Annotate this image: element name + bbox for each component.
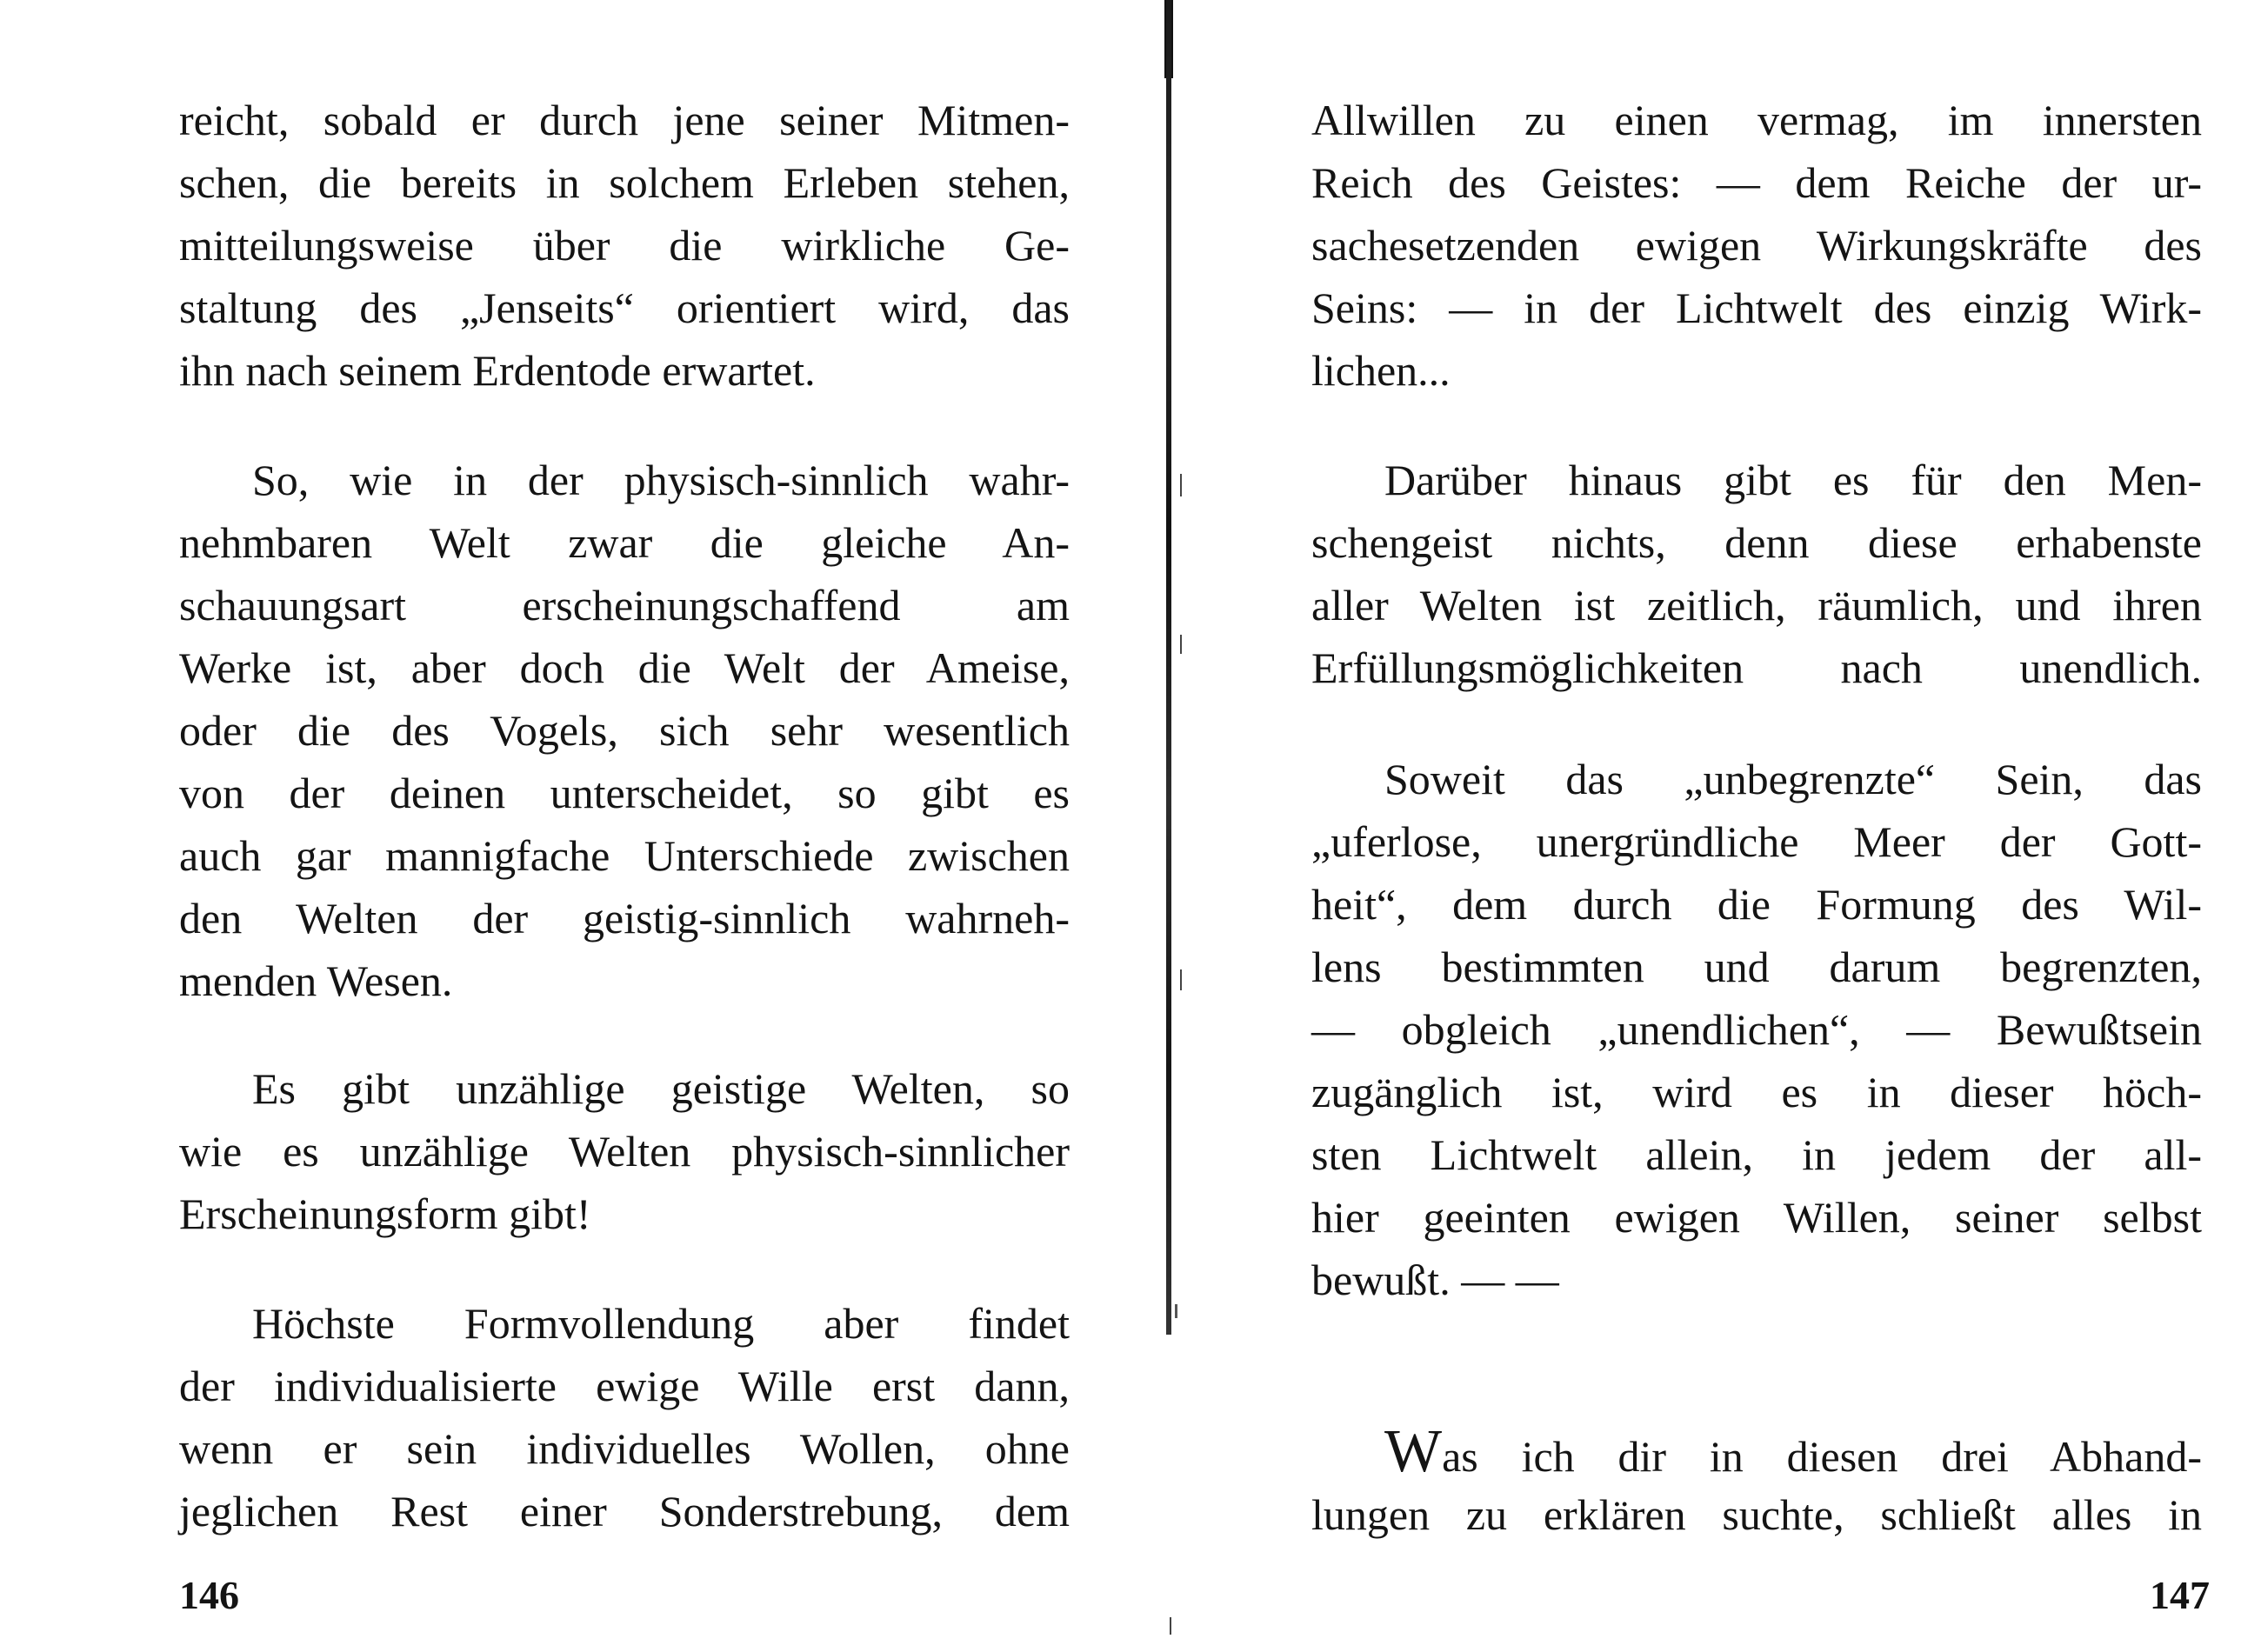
text-line: wenn er sein individuelles Wollen, ohne bbox=[179, 1424, 1070, 1473]
text-line: den Welten der geistig-sinnlich wahrneh- bbox=[179, 894, 1070, 943]
initial-capital: W bbox=[1384, 1418, 1443, 1485]
text-line: bewußt. — — bbox=[1311, 1256, 1559, 1304]
text-line: jeglichen Rest einer Sonderstrebung, dem bbox=[179, 1487, 1070, 1535]
text-line: zugänglich ist, wird es in dieser höch- bbox=[1311, 1068, 2202, 1116]
text-line: schengeist nichts, denn diese erhabenste bbox=[1311, 518, 2202, 567]
text-line: lichen... bbox=[1311, 346, 1451, 395]
text-line: reicht, sobald er durch jene seiner Mitmen- bbox=[179, 96, 1070, 144]
text-line: mitteilungsweise über die wirkliche Ge- bbox=[179, 221, 1070, 270]
page-number: 146 bbox=[179, 1573, 239, 1617]
text-line: Werke ist, aber doch die Welt der Ameise, bbox=[179, 643, 1070, 692]
text-line: Es gibt unzählige geistige Welten, so bbox=[252, 1064, 1070, 1113]
text-line: Allwillen zu einen vermag, im innersten bbox=[1311, 96, 2202, 144]
spine-mark bbox=[1180, 969, 1182, 990]
text-line: Höchste Formvollendung aber findet bbox=[252, 1299, 1070, 1348]
text-line: Erscheinungsform gibt! bbox=[179, 1189, 591, 1238]
text-line: auch gar mannigfache Unterschiede zwischen bbox=[179, 831, 1070, 880]
text-span: as ich dir in diesen drei Abhand- bbox=[1442, 1432, 2202, 1481]
text-line bbox=[1384, 1418, 2202, 1485]
spine-mark bbox=[1180, 635, 1182, 654]
text-line: wie es unzählige Welten physisch-sinnlicher bbox=[179, 1127, 1070, 1176]
text-line: — obgleich „unendlichen“, — Bewußtsein bbox=[1311, 1005, 2202, 1054]
text-line: schen, die bereits in solchem Erleben stehen, bbox=[179, 158, 1070, 207]
spine-mark bbox=[1170, 1617, 1171, 1635]
text-line: nehmbaren Welt zwar die gleiche An- bbox=[179, 518, 1070, 567]
text-line: menden Wesen. bbox=[179, 956, 453, 1005]
right-page bbox=[1183, 0, 2261, 1652]
text-line: Seins: — in der Lichtwelt des einzig Wirk- bbox=[1311, 283, 2202, 332]
text-line: oder die des Vogels, sich sehr wesentlich bbox=[179, 706, 1070, 755]
text-line: Reich des Geistes: — dem Reiche der ur- bbox=[1311, 158, 2202, 207]
page-number: 147 bbox=[2150, 1573, 2210, 1617]
text-line: So, wie in der physisch-sinnlich wahr- bbox=[252, 456, 1070, 504]
text-line: ihn nach seinem Erdentode erwartet. bbox=[179, 346, 816, 395]
text-line: lens bestimmten und darum begrenzten, bbox=[1311, 943, 2202, 991]
text-line: aller Welten ist zeitlich, räumlich, und ihren bbox=[1311, 581, 2202, 629]
text-line: sten Lichtwelt allein, in jedem der all- bbox=[1311, 1130, 2202, 1179]
text-line: lungen zu erklären suchte, schließt alles in bbox=[1311, 1490, 2202, 1539]
text-line: Erfüllungsmöglichkeiten nach unendlich. bbox=[1311, 643, 2202, 692]
text-line: Darüber hinaus gibt es für den Men- bbox=[1384, 456, 2202, 504]
text-line: sachesetzenden ewigen Wirkungskräfte des bbox=[1311, 221, 2202, 270]
text-line: schauungsart erscheinungschaffend am bbox=[179, 581, 1070, 629]
text-line: staltung des „Jenseits“ orientiert wird, das bbox=[179, 283, 1070, 332]
spine-mark bbox=[1180, 474, 1182, 496]
text-line: heit“, dem durch die Formung des Wil- bbox=[1311, 880, 2202, 929]
text-line: von der deinen unterscheidet, so gibt es bbox=[179, 769, 1070, 817]
spine-shadow bbox=[1166, 0, 1171, 1335]
text-line: hier geeinten ewigen Willen, seiner selbst bbox=[1311, 1193, 2202, 1242]
text-line: „uferlose, unergründliche Meer der Gott- bbox=[1311, 817, 2202, 866]
text-line: Soweit das „unbegrenzte“ Sein, das bbox=[1384, 755, 2202, 803]
text-line: der individualisierte ewige Wille erst dann, bbox=[179, 1362, 1070, 1410]
spine-mark bbox=[1175, 1304, 1177, 1318]
